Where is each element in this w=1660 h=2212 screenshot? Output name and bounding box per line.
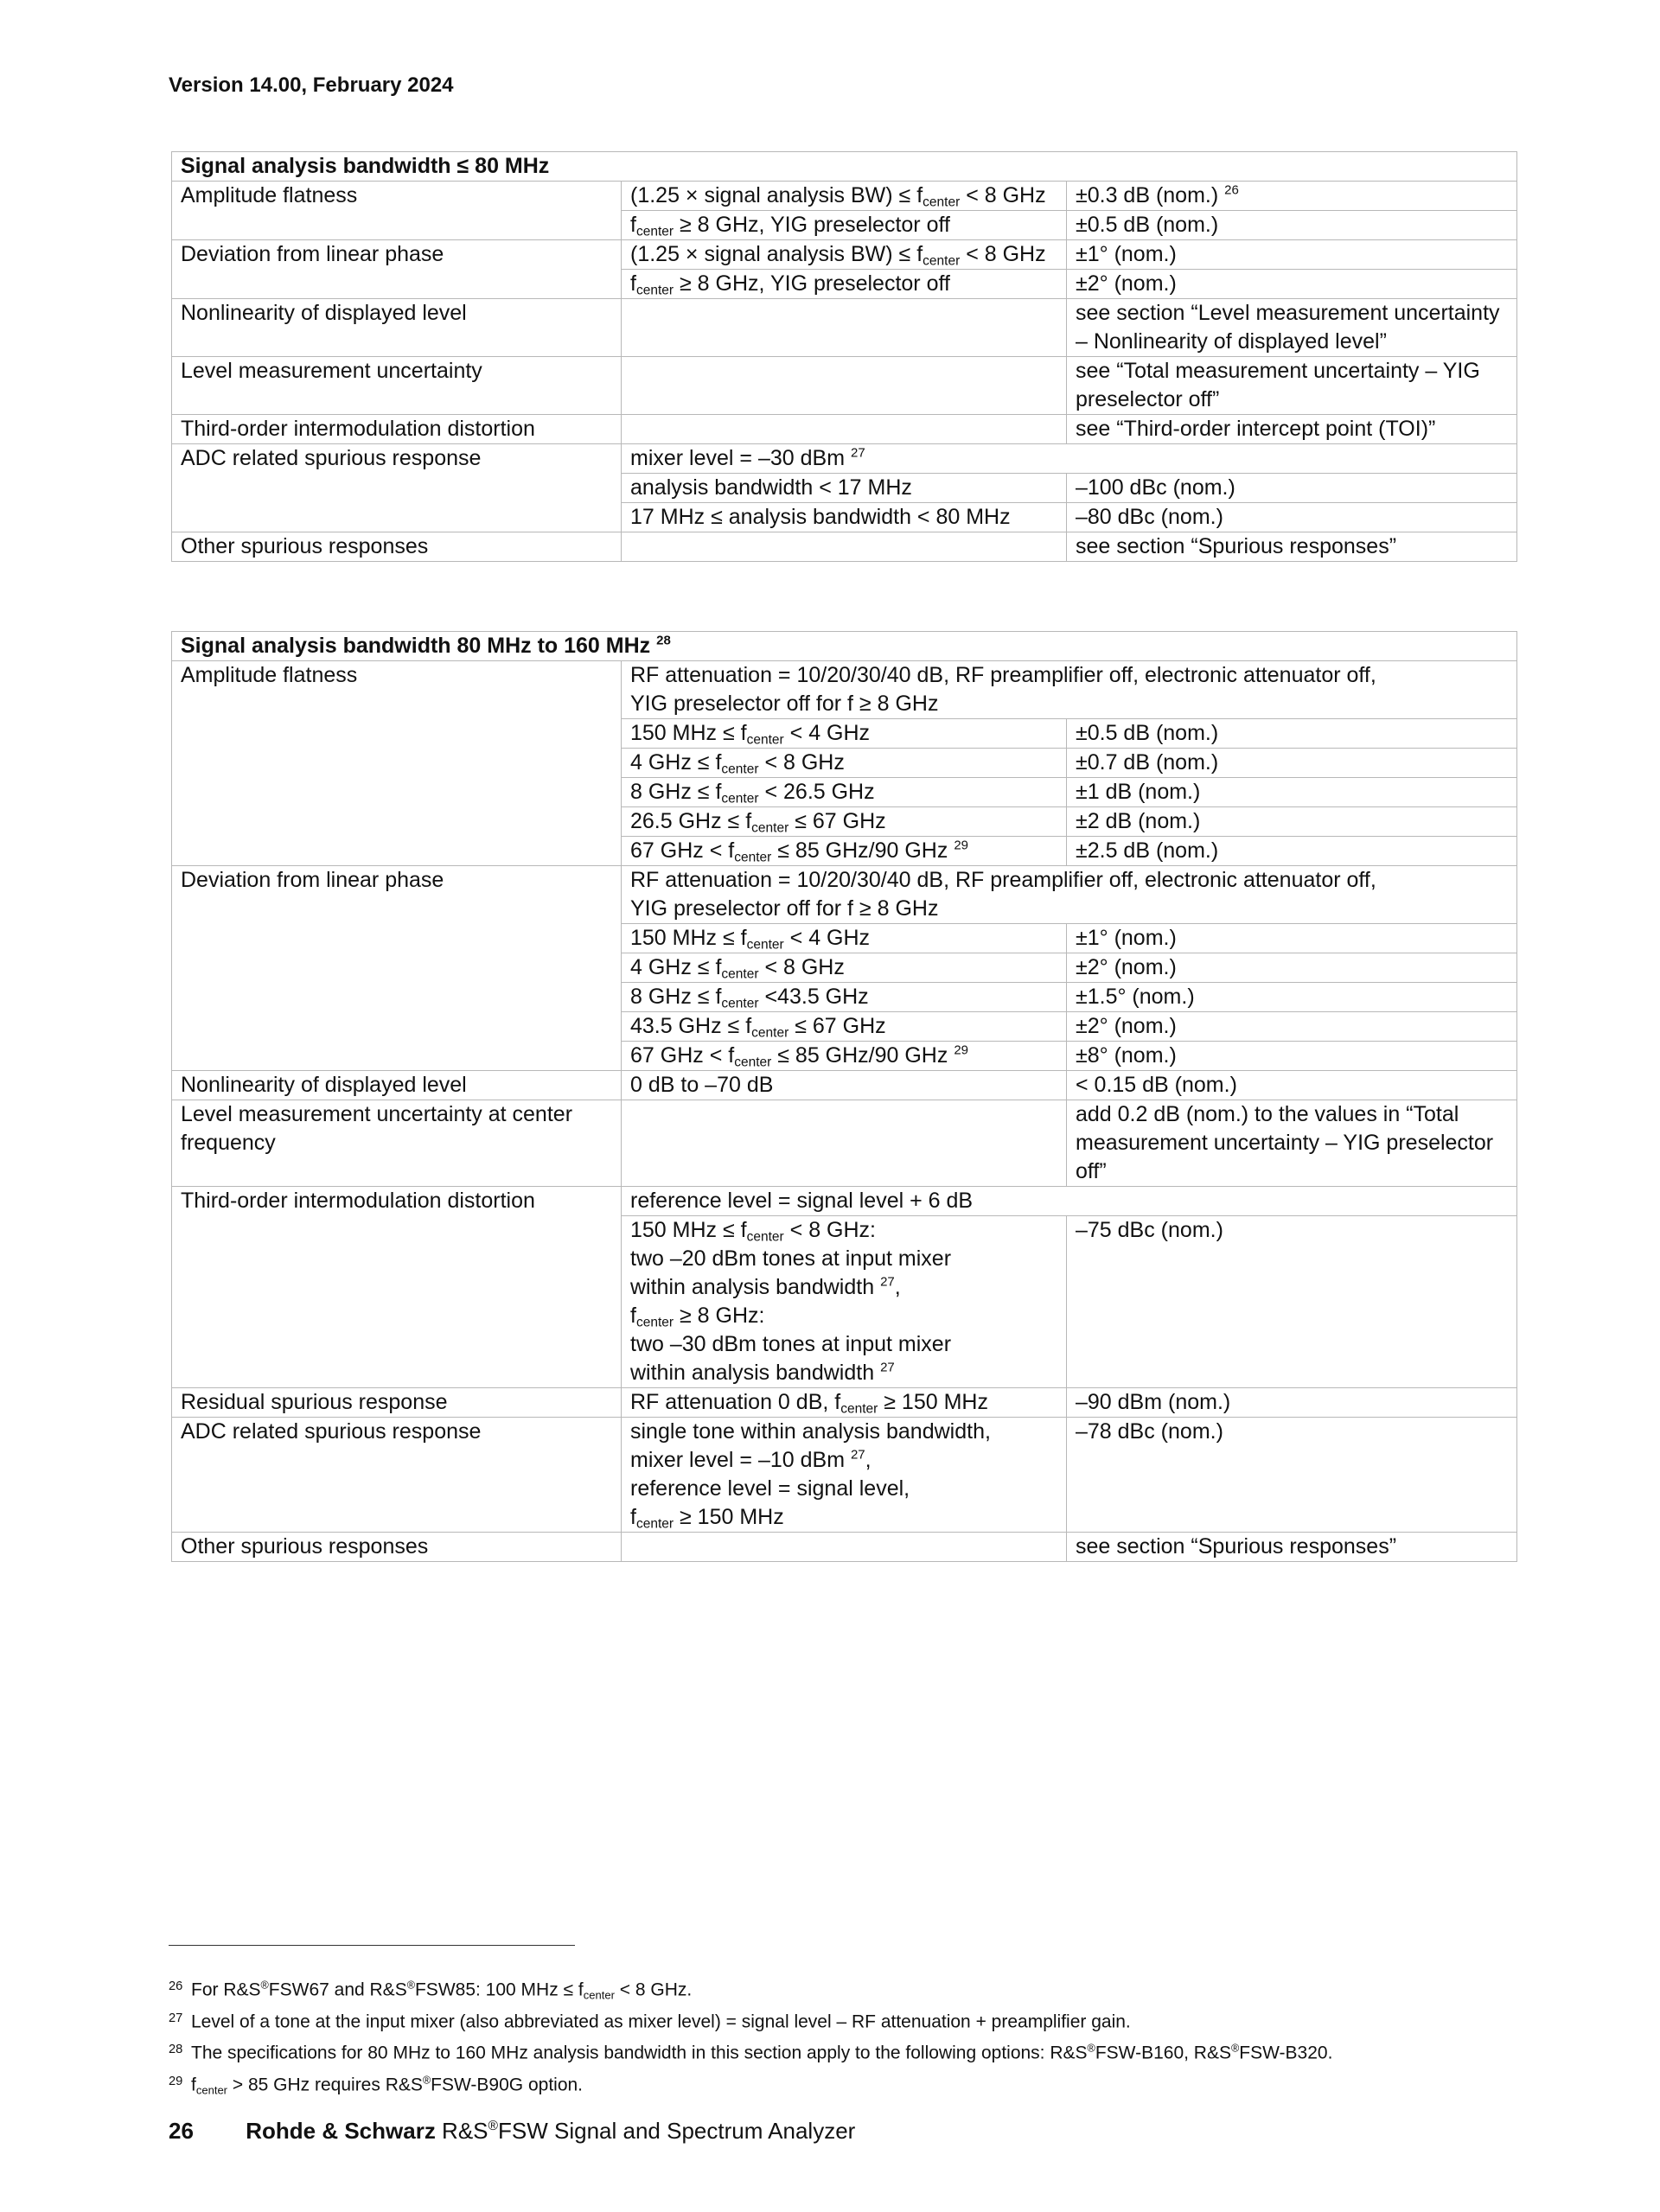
condition-cell: 26.5 GHz ≤ $f_{center} \le 67$ GHz [622, 807, 1067, 837]
condition-cell: 67 GHz < $f_{center} \le 85$ GHz/90 GHz $^{29}$ [622, 1042, 1067, 1071]
spec-table-160mhz [171, 631, 1517, 1562]
param-deviation-linear-phase: Deviation from linear phase [172, 240, 622, 299]
document-version: Version 14.00, February 2024 [169, 73, 454, 97]
condition-cell: 150 MHz ≤ $f_{center} < 8$ GHz: two –20 dBm tones at input mixer within analysis bandwidth $^{27}$, $f_{center} \ge 8$ GHz: two –30 dBm tones at input mixer within analysis bandwidth $^{27}$ [622, 1216, 1067, 1388]
condition-cell: (1.25 × signal analysis $BW) \le f_{center} < 8$ GHz [622, 182, 1067, 211]
page-number: 26 [169, 2118, 194, 2144]
condition-cell: RF attenuation 0 dB, $f_{center} \ge 150$ MHz [622, 1388, 1067, 1418]
condition-cell [622, 532, 1067, 562]
condition-cell: 4 GHz ≤ $f_{center} < 8$ GHz [622, 953, 1067, 983]
value-cell: –90 dBm (nom.) [1067, 1388, 1517, 1418]
footnote-29: 29 $f_{center} > 85$ GHz requires R&S®FSW-B90G option. [169, 2074, 584, 2097]
value-cell: –75 dBc (nom.) [1067, 1216, 1517, 1388]
param-other-spurious: Other spurious responses [172, 532, 622, 562]
value-cell: add 0.2 dB (nom.) to the values in “Total measurement uncertainty – YIG preselector off” [1067, 1100, 1517, 1187]
condition-cell: 150 MHz ≤ $f_{center} < 4$ GHz [622, 924, 1067, 953]
value-cell: ±2° (nom.) [1067, 270, 1517, 299]
value-cell: ±1.5° (nom.) [1067, 983, 1517, 1012]
param-residual-spurious: Residual spurious response [172, 1388, 622, 1418]
condition-cell: 8 GHz ≤ $f_{center} <43.5$ GHz [622, 983, 1067, 1012]
condition-cell: analysis bandwidth < 17 MHz [622, 474, 1067, 503]
table-title: Signal analysis bandwidth 80 MHz to 160 MHz $^{28}$ [172, 632, 1517, 661]
condition-cell [622, 1100, 1067, 1187]
param-adc-spurious: ADC related spurious response [172, 444, 622, 532]
condition-cell [622, 1533, 1067, 1562]
footnote-27: 27 Level of a tone at the input mixer (also abbreviated as mixer level) = signal level – RF attenuation + preamplifier gain. [169, 2011, 1131, 2032]
param-amplitude-flatness: Amplitude flatness [172, 661, 622, 866]
param-other-spurious: Other spurious responses [172, 1533, 622, 1562]
footnote-28: 28 The specifications for 80 MHz to 160 MHz analysis bandwidth in this section apply to the following options: R&S®FSW-B160, R&S®FSW-B320. [169, 2042, 1333, 2063]
value-cell: ±1° (nom.) [1067, 924, 1517, 953]
value-cell: ±0.7 dB (nom.) [1067, 749, 1517, 778]
condition-cell: 67 GHz < $f_{center} \le 85$ GHz/90 GHz $^{29}$ [622, 837, 1067, 866]
condition-cell: 17 MHz ≤ analysis bandwidth < 80 MHz [622, 503, 1067, 532]
condition-cell: RF attenuation = 10/20/30/40 dB, RF preamplifier off, electronic attenuator off, YIG preselector off for f ≥ 8 GHz [622, 661, 1517, 719]
table-title: Signal analysis bandwidth ≤ 80 MHz [172, 152, 1517, 182]
spec-table-80mhz [171, 151, 1517, 562]
page-footer: 26 Rohde & Schwarz R&S®FSW Signal and Spectrum Analyzer [169, 2118, 856, 2144]
condition-cell [622, 299, 1067, 357]
value-cell: ±8° (nom.) [1067, 1042, 1517, 1071]
condition-cell: (1.25 × signal analysis $BW) \le f_{center} < 8$ GHz [622, 240, 1067, 270]
condition-cell: reference level = signal level + 6 dB [622, 1187, 1517, 1216]
value-cell: < 0.15 dB (nom.) [1067, 1071, 1517, 1100]
footnotes [169, 1973, 1332, 2099]
value-cell: ±2.5 dB (nom.) [1067, 837, 1517, 866]
value-cell: ±0.5 dB (nom.) [1067, 211, 1517, 240]
condition-cell [622, 357, 1067, 415]
value-cell: see “Third-order intercept point (TOI)” [1067, 415, 1517, 444]
value-cell: see “Total measurement uncertainty – YIG preselector off” [1067, 357, 1517, 415]
param-amplitude-flatness: Amplitude flatness [172, 182, 622, 240]
condition-cell: 0 dB to –70 dB [622, 1071, 1067, 1100]
condition-cell: single tone within analysis bandwidth, mixer level = –10 dBm $^{27}$, reference level = signal level, $f_{center} \ge 150$ MHz [622, 1418, 1067, 1533]
param-intermod-distortion: Third-order intermodulation distortion [172, 415, 622, 444]
param-nonlinearity: Nonlinearity of displayed level [172, 299, 622, 357]
value-cell: ±2° (nom.) [1067, 1012, 1517, 1042]
value-cell: –100 dBc (nom.) [1067, 474, 1517, 503]
value-cell: see section “Level measurement uncertainty – Nonlinearity of displayed level” [1067, 299, 1517, 357]
param-intermod-distortion: Third-order intermodulation distortion [172, 1187, 622, 1388]
condition-cell: 4 GHz ≤ $f_{center} < 8$ GHz [622, 749, 1067, 778]
param-level-uncertainty: Level measurement uncertainty at center frequency [172, 1100, 622, 1187]
footnote-divider [169, 1945, 575, 1946]
condition-cell: $f_{center} \ge 8$ GHz, YIG preselector off [622, 211, 1067, 240]
param-nonlinearity: Nonlinearity of displayed level [172, 1071, 622, 1100]
condition-cell: 150 MHz ≤ $f_{center} < 4$ GHz [622, 719, 1067, 749]
param-level-uncertainty: Level measurement uncertainty [172, 357, 622, 415]
value-cell: –80 dBc (nom.) [1067, 503, 1517, 532]
product-name: FSW Signal and Spectrum Analyzer [498, 2118, 856, 2144]
param-deviation-linear-phase: Deviation from linear phase [172, 866, 622, 1071]
condition-cell: $f_{center} \ge 8$ GHz, YIG preselector off [622, 270, 1067, 299]
footnote-26: 26 For R&S®FSW67 and R&S®FSW85: 100 MHz ≤ $f_{center} < 8$ GHz. [169, 1979, 693, 2002]
condition-cell [622, 415, 1067, 444]
condition-cell: 43.5 GHz ≤ $f_{center} \le 67$ GHz [622, 1012, 1067, 1042]
value-cell: ±2° (nom.) [1067, 953, 1517, 983]
value-cell: –78 dBc (nom.) [1067, 1418, 1517, 1533]
value-cell: see section “Spurious responses” [1067, 532, 1517, 562]
value-cell: ±0.3 dB (nom.) $^{26}$ [1067, 182, 1517, 211]
condition-cell: RF attenuation = 10/20/30/40 dB, RF preamplifier off, electronic attenuator off, YIG preselector off for f ≥ 8 GHz [622, 866, 1517, 924]
condition-cell: 8 GHz ≤ $f_{center} < 26.5$ GHz [622, 778, 1067, 807]
value-cell: see section “Spurious responses” [1067, 1533, 1517, 1562]
condition-cell: mixer level = –30 dBm $^{27}$ [622, 444, 1517, 474]
value-cell: ±1 dB (nom.) [1067, 778, 1517, 807]
brand-name: Rohde & Schwarz [246, 2118, 436, 2144]
value-cell: ±1° (nom.) [1067, 240, 1517, 270]
value-cell: ±2 dB (nom.) [1067, 807, 1517, 837]
param-adc-spurious: ADC related spurious response [172, 1418, 622, 1533]
value-cell: ±0.5 dB (nom.) [1067, 719, 1517, 749]
